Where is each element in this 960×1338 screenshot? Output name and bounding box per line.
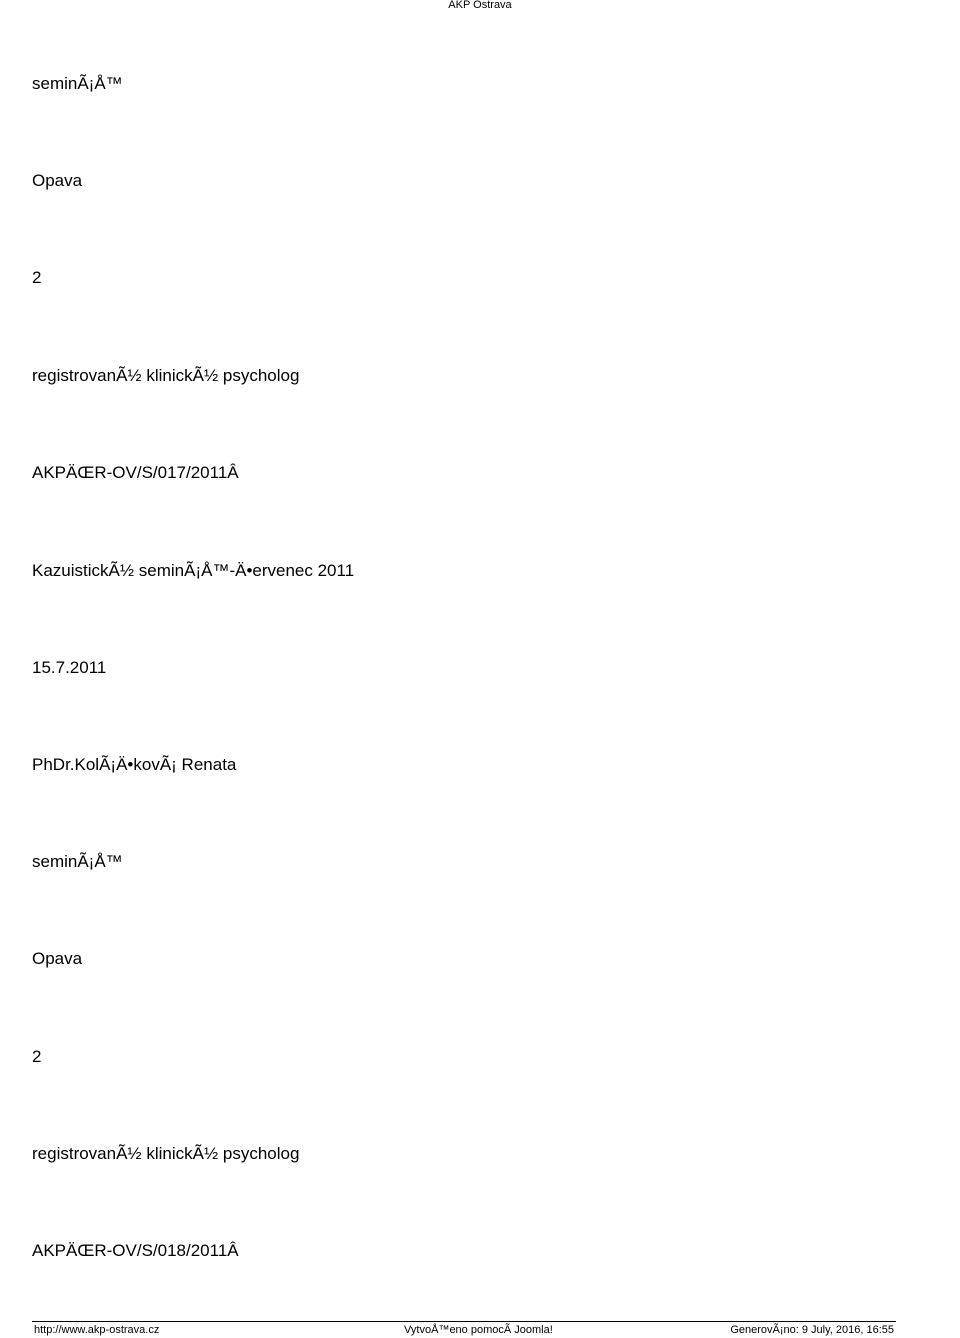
entry-type: seminÃ¡Å™ <box>32 74 123 93</box>
entry-location: Opava <box>32 949 83 968</box>
entry-date: 15.7.2011 <box>32 658 107 677</box>
page-header-title: AKP Ostrava <box>448 0 512 11</box>
footer-created-with: VytvoÅ™eno pomocÃ Joomla! <box>404 1324 553 1336</box>
entry-credits: 2 <box>32 268 42 287</box>
entry-title: KazuistickÃ½ seminÃ¡Å™-Ä•ervenec 2011 <box>32 561 355 580</box>
entry-lecturer: PhDr.KolÃ¡Ä•kovÃ¡ Renata <box>32 755 237 774</box>
footer-generated: GenerovÃ¡no: 9 July, 2016, 16:55 <box>730 1324 894 1336</box>
entry-code: AKPÄŒR-OV/S/018/2011Â <box>32 1241 239 1260</box>
entry-audience: registrovanÃ½ klinickÃ½ psycholog <box>32 366 300 385</box>
entry-code: AKPÄŒR-OV/S/017/2011Â <box>32 463 239 482</box>
footer-url: http://www.akp-ostrava.cz <box>34 1324 160 1336</box>
page-footer <box>32 1321 896 1336</box>
entry-type: seminÃ¡Å™ <box>32 852 123 871</box>
entry-location: Opava <box>32 171 83 190</box>
entry-audience: registrovanÃ½ klinickÃ½ psycholog <box>32 1144 300 1163</box>
entry-credits: 2 <box>32 1047 42 1066</box>
